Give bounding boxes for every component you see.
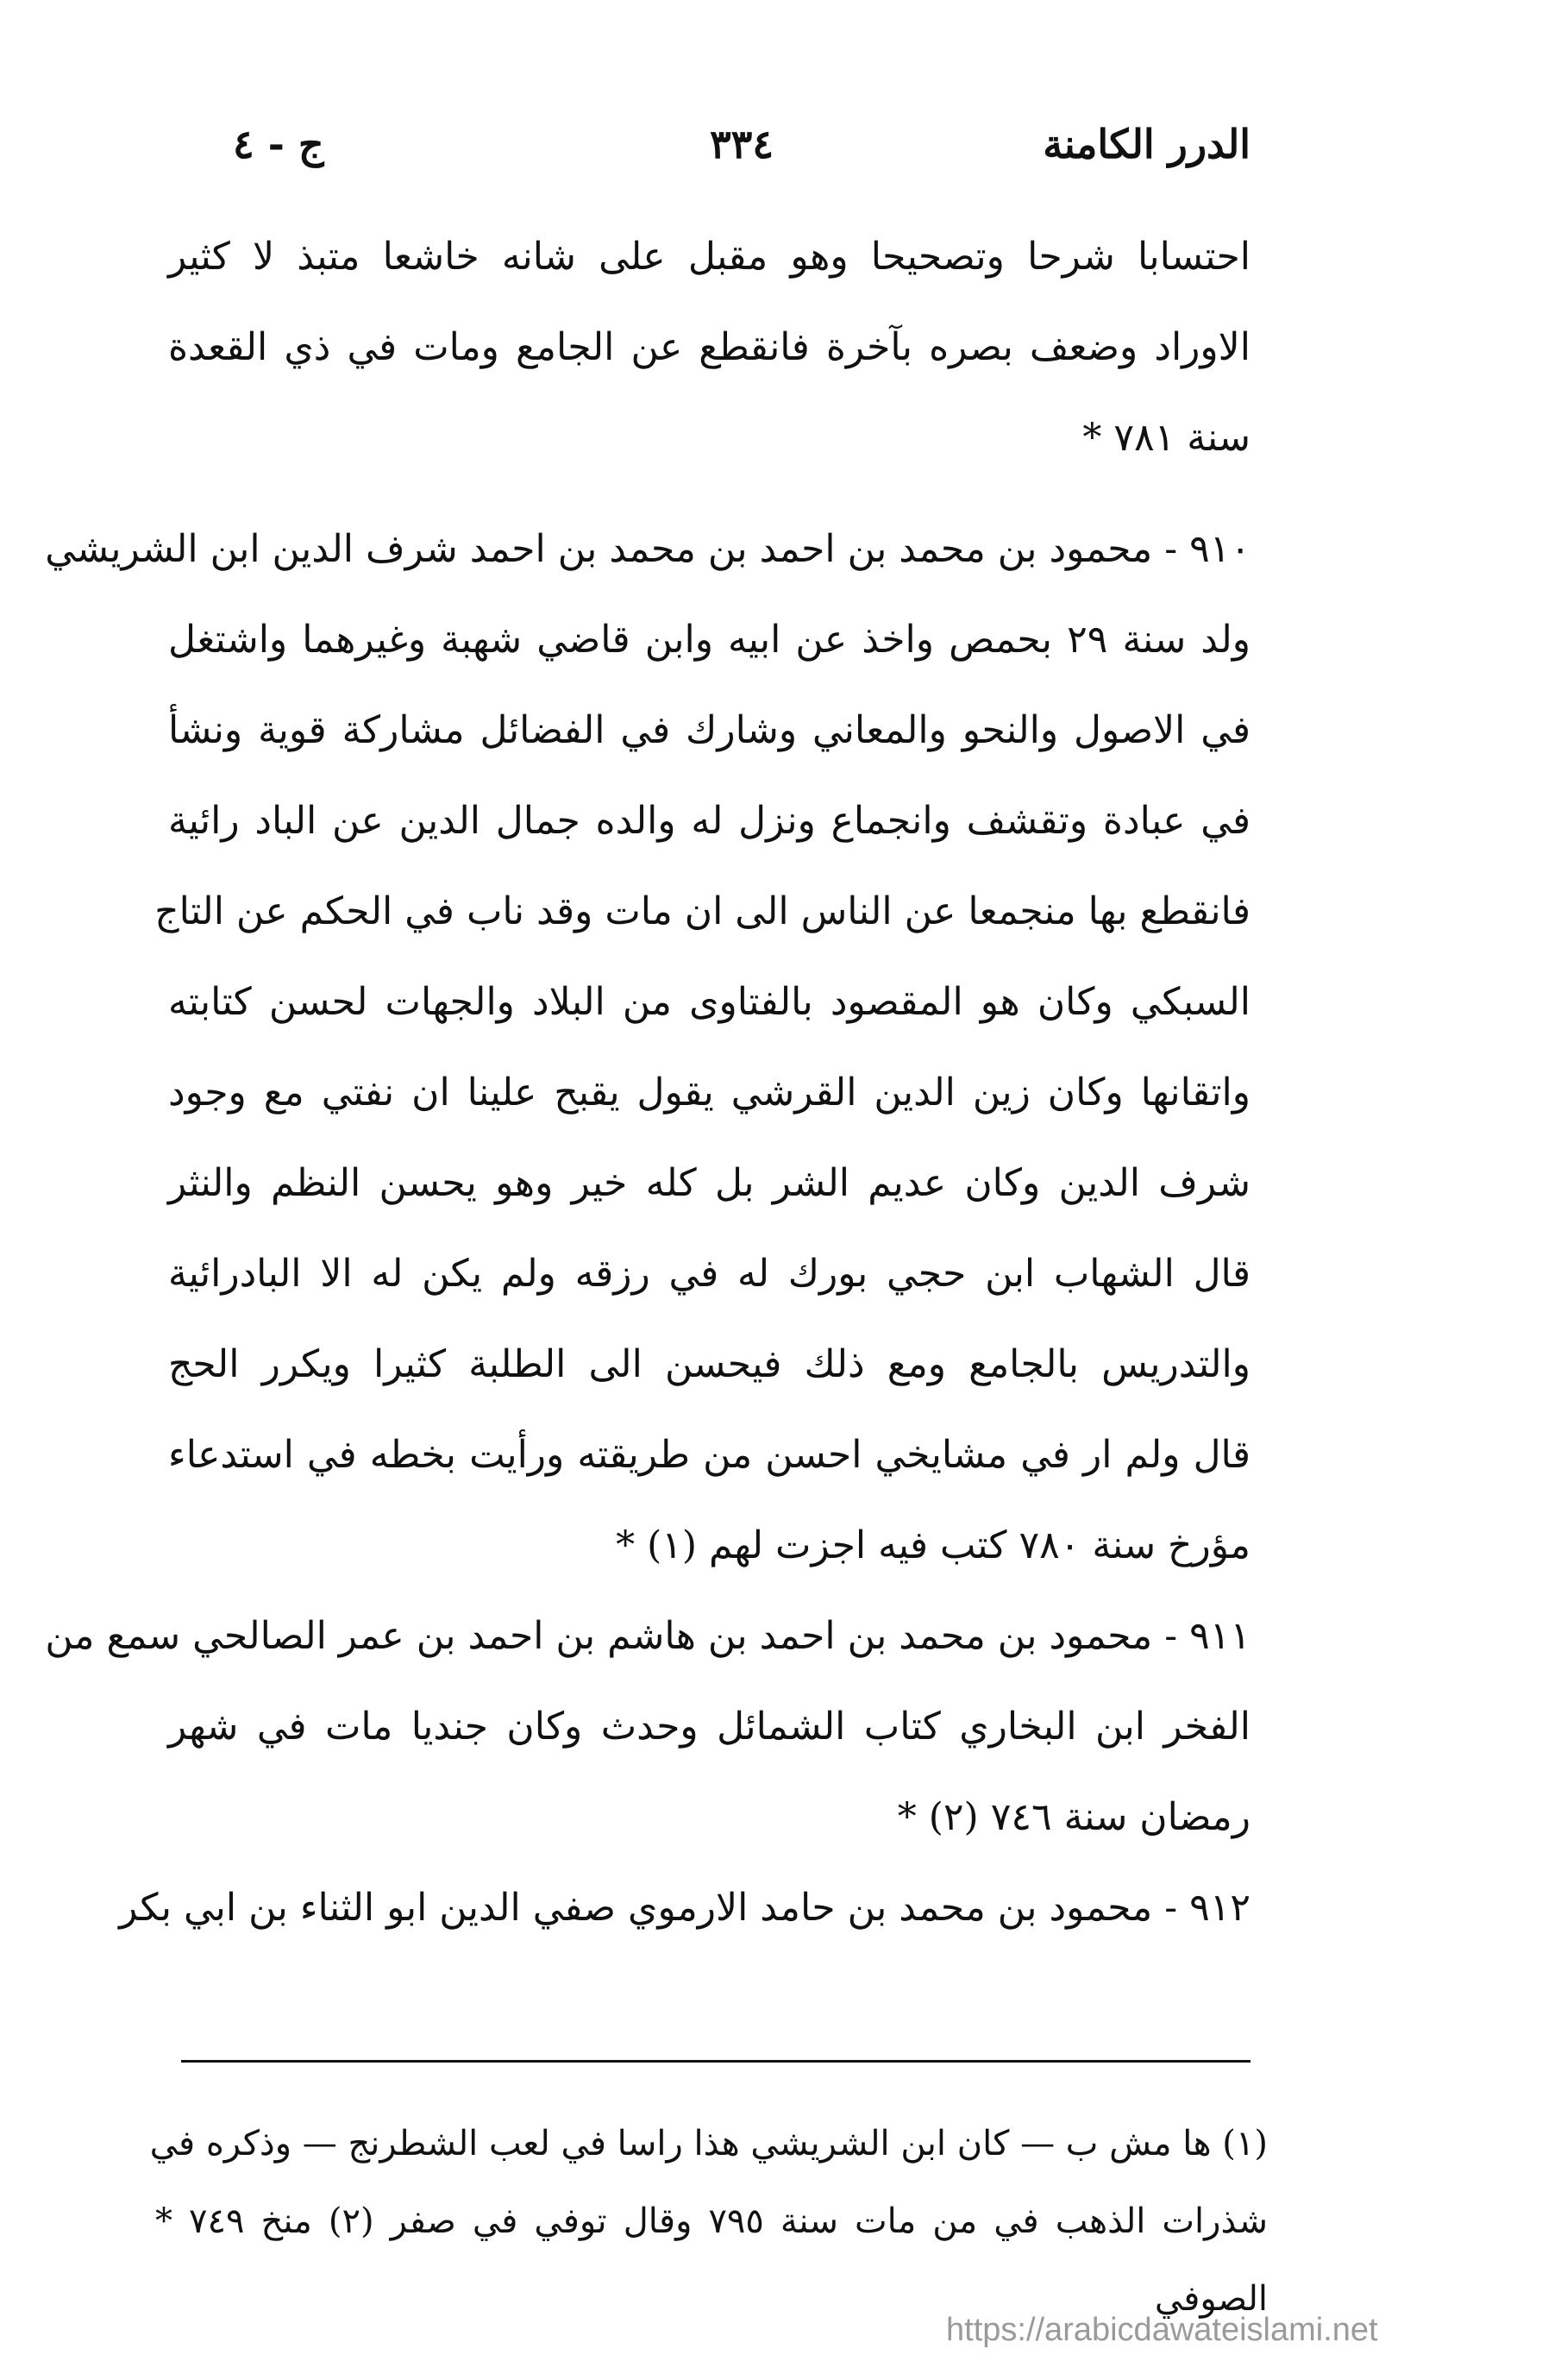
footnote-line: الصوفي xyxy=(1154,2279,1268,2319)
entry-912-heading: ٩١٢ - محمود بن محمد بن حامد الارموي صفي الدين ابو الثناء بن ابي بكر xyxy=(119,1886,1250,1930)
text-line: قال الشهاب ابن حجي بورك له في رزقه ولم يكن له الا البادرائية xyxy=(168,1252,1250,1296)
text-line: قال ولم ار في مشايخي احسن من طريقته ورأيت بخطه في استدعاء xyxy=(168,1433,1250,1477)
page-number: ٣٣٤ xyxy=(709,121,774,167)
text-line: شرف الدين وكان عديم الشر بل كله خير وهو يحسن النظم والنثر xyxy=(168,1161,1250,1205)
entry-911-heading: ٩١١ - محمود بن محمد بن احمد بن هاشم بن احمد بن عمر الصالحي سمع من xyxy=(45,1614,1250,1658)
text-line: رمضان سنة ٧٤٦ (٢) * xyxy=(897,1795,1250,1839)
text-line: مؤرخ سنة ٧٨٠ كتب فيه اجزت لهم (١) * xyxy=(616,1523,1250,1567)
text-line: ولد سنة ٢٩ بحمص واخذ عن ابيه وابن قاضي شهبة وغيرهما واشتغل xyxy=(168,618,1250,662)
text-line: السبكي وكان هو المقصود بالفتاوى من البلاد والجهات لحسن كتابته xyxy=(168,980,1250,1024)
entry-910-heading: ٩١٠ - محمود بن محمد بن احمد بن محمد بن احمد شرف الدين ابن الشريشي xyxy=(45,527,1250,571)
text-line: الاوراد وضعف بصره بآخرة فانقطع عن الجامع ومات في ذي القعدة xyxy=(168,325,1250,369)
text-line: في الاصول والنحو والمعاني وشارك في الفضائل مشاركة قوية ونشأ xyxy=(168,708,1250,752)
volume-label: ج - ٤ xyxy=(233,121,324,167)
watermark-url: https://arabicdawateislami.net xyxy=(946,2312,1378,2348)
text-line: سنة ٧٨١ * xyxy=(1082,416,1250,460)
book-title: الدرر الكامنة xyxy=(1043,121,1250,167)
text-line: واتقانها وكان زين الدين القرشي يقول يقبح علينا ان نفتي مع وجود xyxy=(168,1071,1250,1115)
text-line: احتسابا شرحا وتصحيحا وهو مقبل على شانه خاشعا متبذ لا كثير xyxy=(168,235,1250,279)
text-line: في عبادة وتقشف وانجماع ونزل له والده جمال الدين عن الباد رائية xyxy=(168,799,1250,843)
main-text xyxy=(45,211,1250,1953)
text-line: والتدريس بالجامع ومع ذلك فيحسن الى الطلبة كثيرا ويكرر الحج xyxy=(168,1342,1250,1386)
page-header xyxy=(233,121,1250,198)
footnotes xyxy=(149,2105,1268,2338)
text-line: فانقطع بها منجمعا عن الناس الى ان مات وقد ناب في الحكم عن التاج xyxy=(154,889,1250,933)
footnote-line: شذرات الذهب في من مات سنة ٧٩٥ وقال توفي في صفر (٢) منخ ٧٤٩ * xyxy=(155,2201,1268,2241)
text-line: الفخر ابن البخاري كتاب الشمائل وحدث وكان جنديا مات في شهر xyxy=(168,1705,1250,1749)
footnote-divider xyxy=(181,2060,1250,2063)
footnote-line: (١) ها مش ب — كان ابن الشريشي هذا راسا في لعب الشطرنج — وذكره في xyxy=(149,2124,1268,2163)
